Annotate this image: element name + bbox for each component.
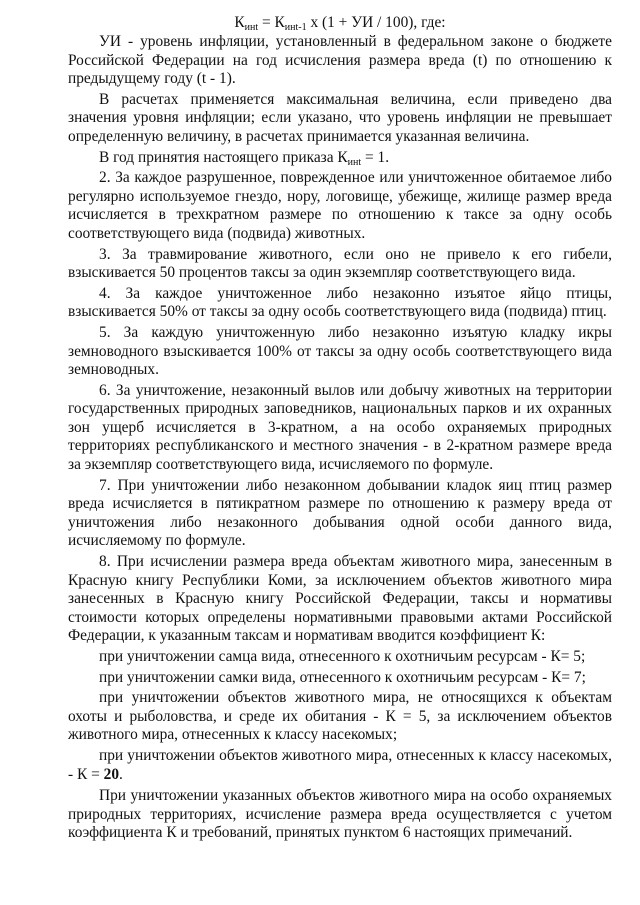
formula-k-right: = К [258,14,285,31]
paragraph-item-4: 4. За каждое уничтоженное либо незаконно изъятое яйцо птицы, взыскивается 50% от таксы за одну особь соответствующего вида (подвида) птиц. [68,284,612,321]
year-note-text: В год принятия настоящего приказа К [99,148,348,166]
paragraph-k-male-hunting: при уничтожении самца вида, отнесенного к охотничьим ресурсам - К= 5; [99,648,586,665]
formula-k-left-subscript: инt [244,22,259,33]
paragraph-final-note: При уничтожении указанных объектов животного мира на особо охраняемых природных территориях, исчисление размера вреда осуществляется с учетом коэффициента К и требований, принятых пунктом 6 настоящих примечаний. [68,787,612,842]
paragraph-item-8: 8. При исчислении размера вреда объектам животного мира, занесенным в Красную книгу Республики Коми, за исключением объектов животного мира занесенных в Красную книгу Российской Федерации, таксы и нормативы стоимости которых определены нормативными правовыми актами Российской Федерации, к указанным таксам и нормативам вводится коэффициент К: [68,553,612,645]
paragraph-inflation-definition: УИ - уровень инфляции, установленный в федеральном законе о бюджете Российской Федерации на год исчисления размера вреда (t) по отношению к предыдущему году (t - 1). [68,33,612,88]
formula-k-right-subscript: инt-1 [284,22,307,33]
paragraph-item-3: 3. За травмирование животного, если оно не привело к его гибели, взыскивается 50 процентов таксы за один экземпляр соответствующего вида. [68,245,612,282]
year-note-subscript: инt [347,156,362,168]
inflation-formula [68,14,612,32]
insects-k-text: при уничтожении объектов животного мира, отнесенных к классу насекомых, - К = [68,746,612,783]
formula-k-left: К [234,14,245,31]
paragraph-max-value-rule: В расчетах применяется максимальная величина, если приведено два значения уровня инфляции; если указано, что уровень инфляции не превышает определенную величину, в расчетах принимается указанная величина. [68,90,612,145]
formula-rest: х (1 + УИ / 100), где: [306,14,446,31]
paragraph-k-insects [68,747,612,784]
year-note-suffix: = 1. [361,148,390,166]
insects-k-value: 20 [103,765,120,783]
paragraph-k-female-hunting: при уничтожении самки вида, отнесенного к охотничьим ресурсам - К= 7; [99,668,586,686]
paragraph-k-non-hunting: при уничтожении объектов животного мира, не относящихся к объектам охоты и рыболовства, и среде их обитания - К = 5, за исключением объектов животного мира, отнесенных к классу насекомых; [68,689,612,744]
paragraph-year-note [68,149,612,168]
paragraph-item-7: 7. При уничтожении либо незаконном добывании кладок яиц птиц размер вреда исчисляется в пятикратном размере по отношению к размеру вреда от уничтожения либо незаконного добывания одной особи данного вида, исчисляемому по формуле. [68,476,612,550]
paragraph-item-5: 5. За каждую уничтоженную либо незаконно изъятую кладку икры земноводного взыскивается 100% от таксы за одну особь соответствующего вида земноводных. [68,323,612,379]
paragraph-item-2: 2. За каждое разрушенное, поврежденное или уничтоженное обитаемое либо регулярно используемое гнездо, нору, логовище, убежище, жилище размер вреда исчисляется в трехкратном размере по отношению к таксе за одну особь соответствующего вида (подвида) животных. [68,169,612,242]
insects-k-end: . [119,765,123,783]
paragraph-item-6: 6. За уничтожение, незаконный вылов или добычу животных на территории государственных природных заповедников, национальных парков и их охранных зон ущерб исчисляется в 3-кратном, а на особо охраняемых природных территориях республиканского и местного значения - в 2-кратном размере вреда за экземпляр соответствующего вида, исчисляемого по формуле. [68,381,612,474]
